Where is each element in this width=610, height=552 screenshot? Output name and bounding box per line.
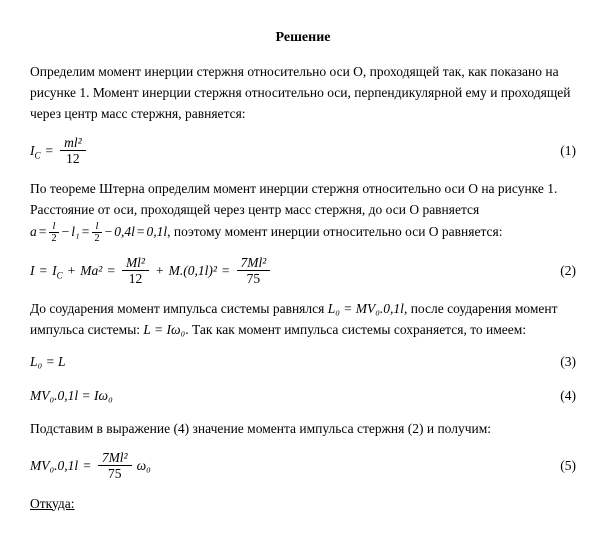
equals-sign: = — [83, 457, 91, 473]
equals-sign: = — [38, 223, 47, 239]
math-result: 0,1l — [146, 223, 168, 239]
inline-math-distance — [30, 220, 168, 245]
equals-sign: = — [39, 262, 48, 278]
equation-1-row — [30, 135, 576, 167]
math-lhs: MV₀.0,1l — [30, 457, 79, 473]
equation-1-expression — [30, 135, 88, 167]
paragraph-3 — [30, 299, 576, 341]
footer-text: Откуда: — [30, 495, 75, 511]
fraction — [98, 450, 132, 482]
paragraph-2 — [30, 179, 576, 245]
equals-sign: = — [136, 223, 145, 239]
fraction-denominator: 12 — [60, 150, 86, 167]
fraction-numerator: l — [52, 220, 56, 232]
equals-sign: = — [107, 262, 115, 278]
paragraph-3-text-1: До соударения момент импульса системы равнялся — [30, 300, 328, 316]
math-var-a: a — [30, 223, 37, 239]
minus-sign: − — [61, 223, 70, 239]
math-term — [52, 263, 63, 279]
paragraph-3-text-2: , после соударения момент импульса системы: — [30, 300, 558, 337]
fraction — [60, 135, 86, 167]
math-var-l1: l₁ — [71, 223, 80, 239]
plus-sign: + — [67, 262, 76, 278]
fraction-denominator: 75 — [98, 465, 132, 482]
fraction — [237, 255, 271, 287]
math-base: I — [52, 262, 57, 278]
paragraph-3-text-3: . Так как момент импульса системы сохраняется, то имеем: — [185, 321, 527, 337]
inline-fraction — [49, 221, 58, 245]
paragraph-4-text: Подставим в выражение (4) значение момента импульса стержня (2) и получим: — [30, 420, 492, 436]
math-var-I: I — [30, 262, 35, 278]
math-term: M.(0,1l)² — [168, 262, 217, 278]
equation-4-expression — [30, 388, 113, 404]
equals-sign: = — [45, 142, 54, 158]
math-subscript: C — [34, 150, 41, 161]
math-term: Ma² — [80, 262, 103, 278]
equation-2-row — [30, 255, 576, 287]
inline-math-L0: L₀ = MV₀.0,1l — [327, 300, 404, 316]
fraction-denominator: 2 — [94, 233, 100, 245]
equation-5-row — [30, 450, 576, 482]
paragraph-2-text-1: По теореме Штерна определим момент инерции стержня относительно оси О на рисунке 1. Расстояние от оси, проходящей через центр масс стержня, до оси О равняется — [30, 180, 558, 217]
inline-math-L: L = Iω₀ — [143, 321, 186, 337]
equation-2-expression — [30, 255, 272, 287]
equation-3-expression — [30, 354, 66, 370]
equation-4-row — [30, 385, 576, 407]
math-term: 0,4l — [114, 223, 135, 239]
fraction-numerator: 7Ml² — [240, 254, 267, 270]
math-subscript: C — [56, 270, 63, 281]
footer-paragraph — [30, 494, 576, 515]
fraction-numerator: ml² — [64, 134, 82, 150]
fraction-denominator: 75 — [237, 270, 271, 287]
equation-1-number: (1) — [560, 142, 576, 158]
page-title: Решение — [275, 30, 331, 45]
fraction-denominator: 12 — [122, 270, 149, 287]
paragraph-1-text: Определим момент инерции стержня относительно оси О, проходящей так, как показано на рисунке 1. Момент инерции стержня относительно оси, перпендикулярной ему и проходящей через центр масс стержня, равняется: — [30, 64, 571, 121]
plus-sign: + — [155, 262, 164, 278]
inline-fraction — [92, 221, 101, 245]
fraction-numerator: l — [95, 220, 99, 232]
equation-5-number: (5) — [560, 457, 576, 473]
fraction — [122, 255, 149, 287]
equals-sign: = — [81, 223, 90, 239]
math-base: I — [30, 142, 35, 158]
equation-3-number: (3) — [560, 353, 576, 369]
fraction-numerator: 7Ml² — [101, 449, 128, 465]
equals-sign: = — [221, 262, 230, 278]
math-expression: MV₀.0,1l = Iω₀ — [30, 387, 113, 403]
math-term — [30, 143, 41, 159]
math-omega: ω₀ — [136, 457, 151, 473]
equation-4-number: (4) — [560, 387, 576, 403]
fraction-denominator: 2 — [51, 233, 57, 245]
minus-sign: − — [104, 223, 113, 239]
math-expression: L₀ = L — [30, 353, 66, 369]
equation-5-expression — [30, 450, 151, 482]
paragraph-2-text-2: , поэтому момент инерции относительно оси О равняется: — [167, 223, 503, 239]
fraction-numerator: Ml² — [125, 254, 145, 270]
equation-2-number: (2) — [560, 262, 576, 278]
paragraph-1 — [30, 62, 576, 125]
equation-3-row — [30, 351, 576, 373]
paragraph-4 — [30, 419, 576, 440]
